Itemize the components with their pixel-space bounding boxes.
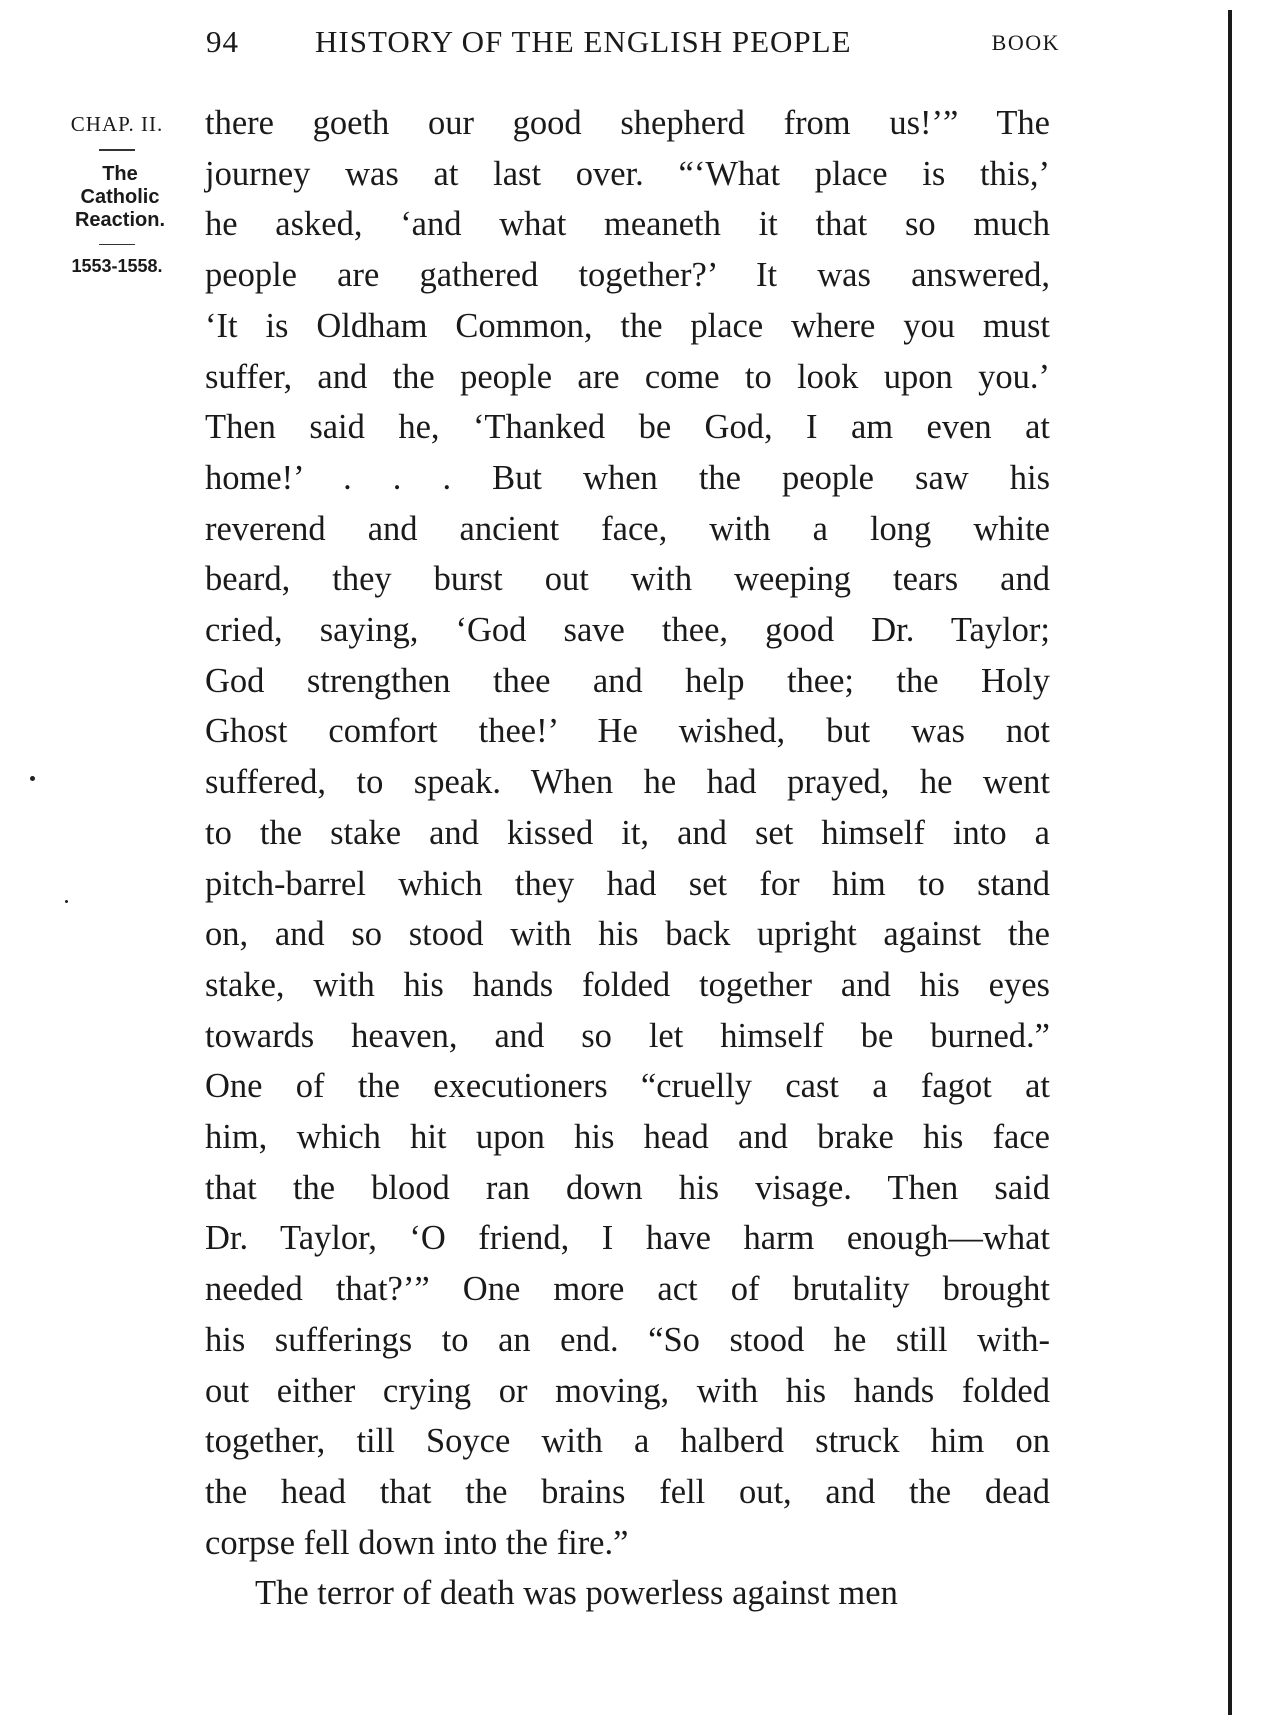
text-line: beard, they burst out with weeping tears and [205,560,1050,599]
book-label: BOOK [991,30,1060,55]
paragraph-first-line: The terror of death was powerless against men [255,1574,898,1613]
body-text [205,98,1050,1619]
text-line: home!’ . . . But when the people saw his [205,458,1050,497]
text-line: the head that the brains fell out, and the dead [205,1472,1050,1511]
text-line: he asked, ‘and what meaneth it that so much [205,205,1050,244]
text-line: suffered, to speak. When he had prayed, he went [205,763,1050,802]
margin-notes [58,108,176,277]
text-line: towards heaven, and so let himself be burned.” [205,1016,1050,1055]
margin-divider [99,244,135,246]
text-line: needed that?’” One more act of brutality brought [205,1270,1050,1309]
text-line: to the stake and kissed it, and set himself into a [205,813,1050,852]
chapter-label: CHAP. II. [70,112,164,136]
text-line: that the blood ran down his visage. Then said [205,1168,1050,1207]
page-edge-rule [1228,10,1232,1715]
text-line: Dr. Taylor, ‘O friend, I have harm enough—what [205,1219,1050,1258]
text-line: cried, saying, ‘God save thee, good Dr. Taylor; [205,611,1050,650]
text-line: stake, with his hands folded together and his eyes [205,965,1050,1004]
text-line: reverend and ancient face, with a long white [205,509,1050,548]
text-line: together, till Soyce with a halberd struck him on [205,1422,1050,1461]
text-line: One of the executioners “cruelly cast a fagot at [205,1067,1050,1106]
text-line: his sufferings to an end. “So stood he still with- [205,1320,1050,1359]
page-header [200,24,1060,64]
text-line: Then said he, ‘Thanked be God, I am even at [205,408,1050,447]
running-title: HISTORY OF THE ENGLISH PEOPLE [315,24,852,59]
ink-speck [65,900,68,903]
text-line: people are gathered together?’ It was answered, [205,256,1050,295]
text-line: journey was at last over. “‘What place is this,’ [205,154,1050,193]
text-line: suffer, and the people are come to look upon you.’ [205,357,1050,396]
text-line: there goeth our good shepherd from us!’” The [205,104,1050,142]
text-line: him, which hit upon his head and brake his face [205,1118,1050,1157]
margin-divider [99,149,135,151]
page-number: 94 [206,24,239,59]
text-line: pitch-barrel which they had set for him to stand [205,864,1050,903]
section-years: 1553-1558. [71,256,163,276]
ink-speck [30,776,35,781]
text-line: corpse fell down into the fire.” [205,1523,629,1562]
text-line: on, and so stood with his back upright against the [205,915,1050,954]
text-line: God strengthen thee and help thee; the Holy [205,661,1050,700]
section-title: The Catholic Reaction. [74,162,166,231]
text-line: out either crying or moving, with his hands folded [205,1371,1050,1410]
text-line: ‘It is Oldham Common, the place where you must [205,306,1050,345]
text-line: Ghost comfort thee!’ He wished, but was not [205,712,1050,751]
